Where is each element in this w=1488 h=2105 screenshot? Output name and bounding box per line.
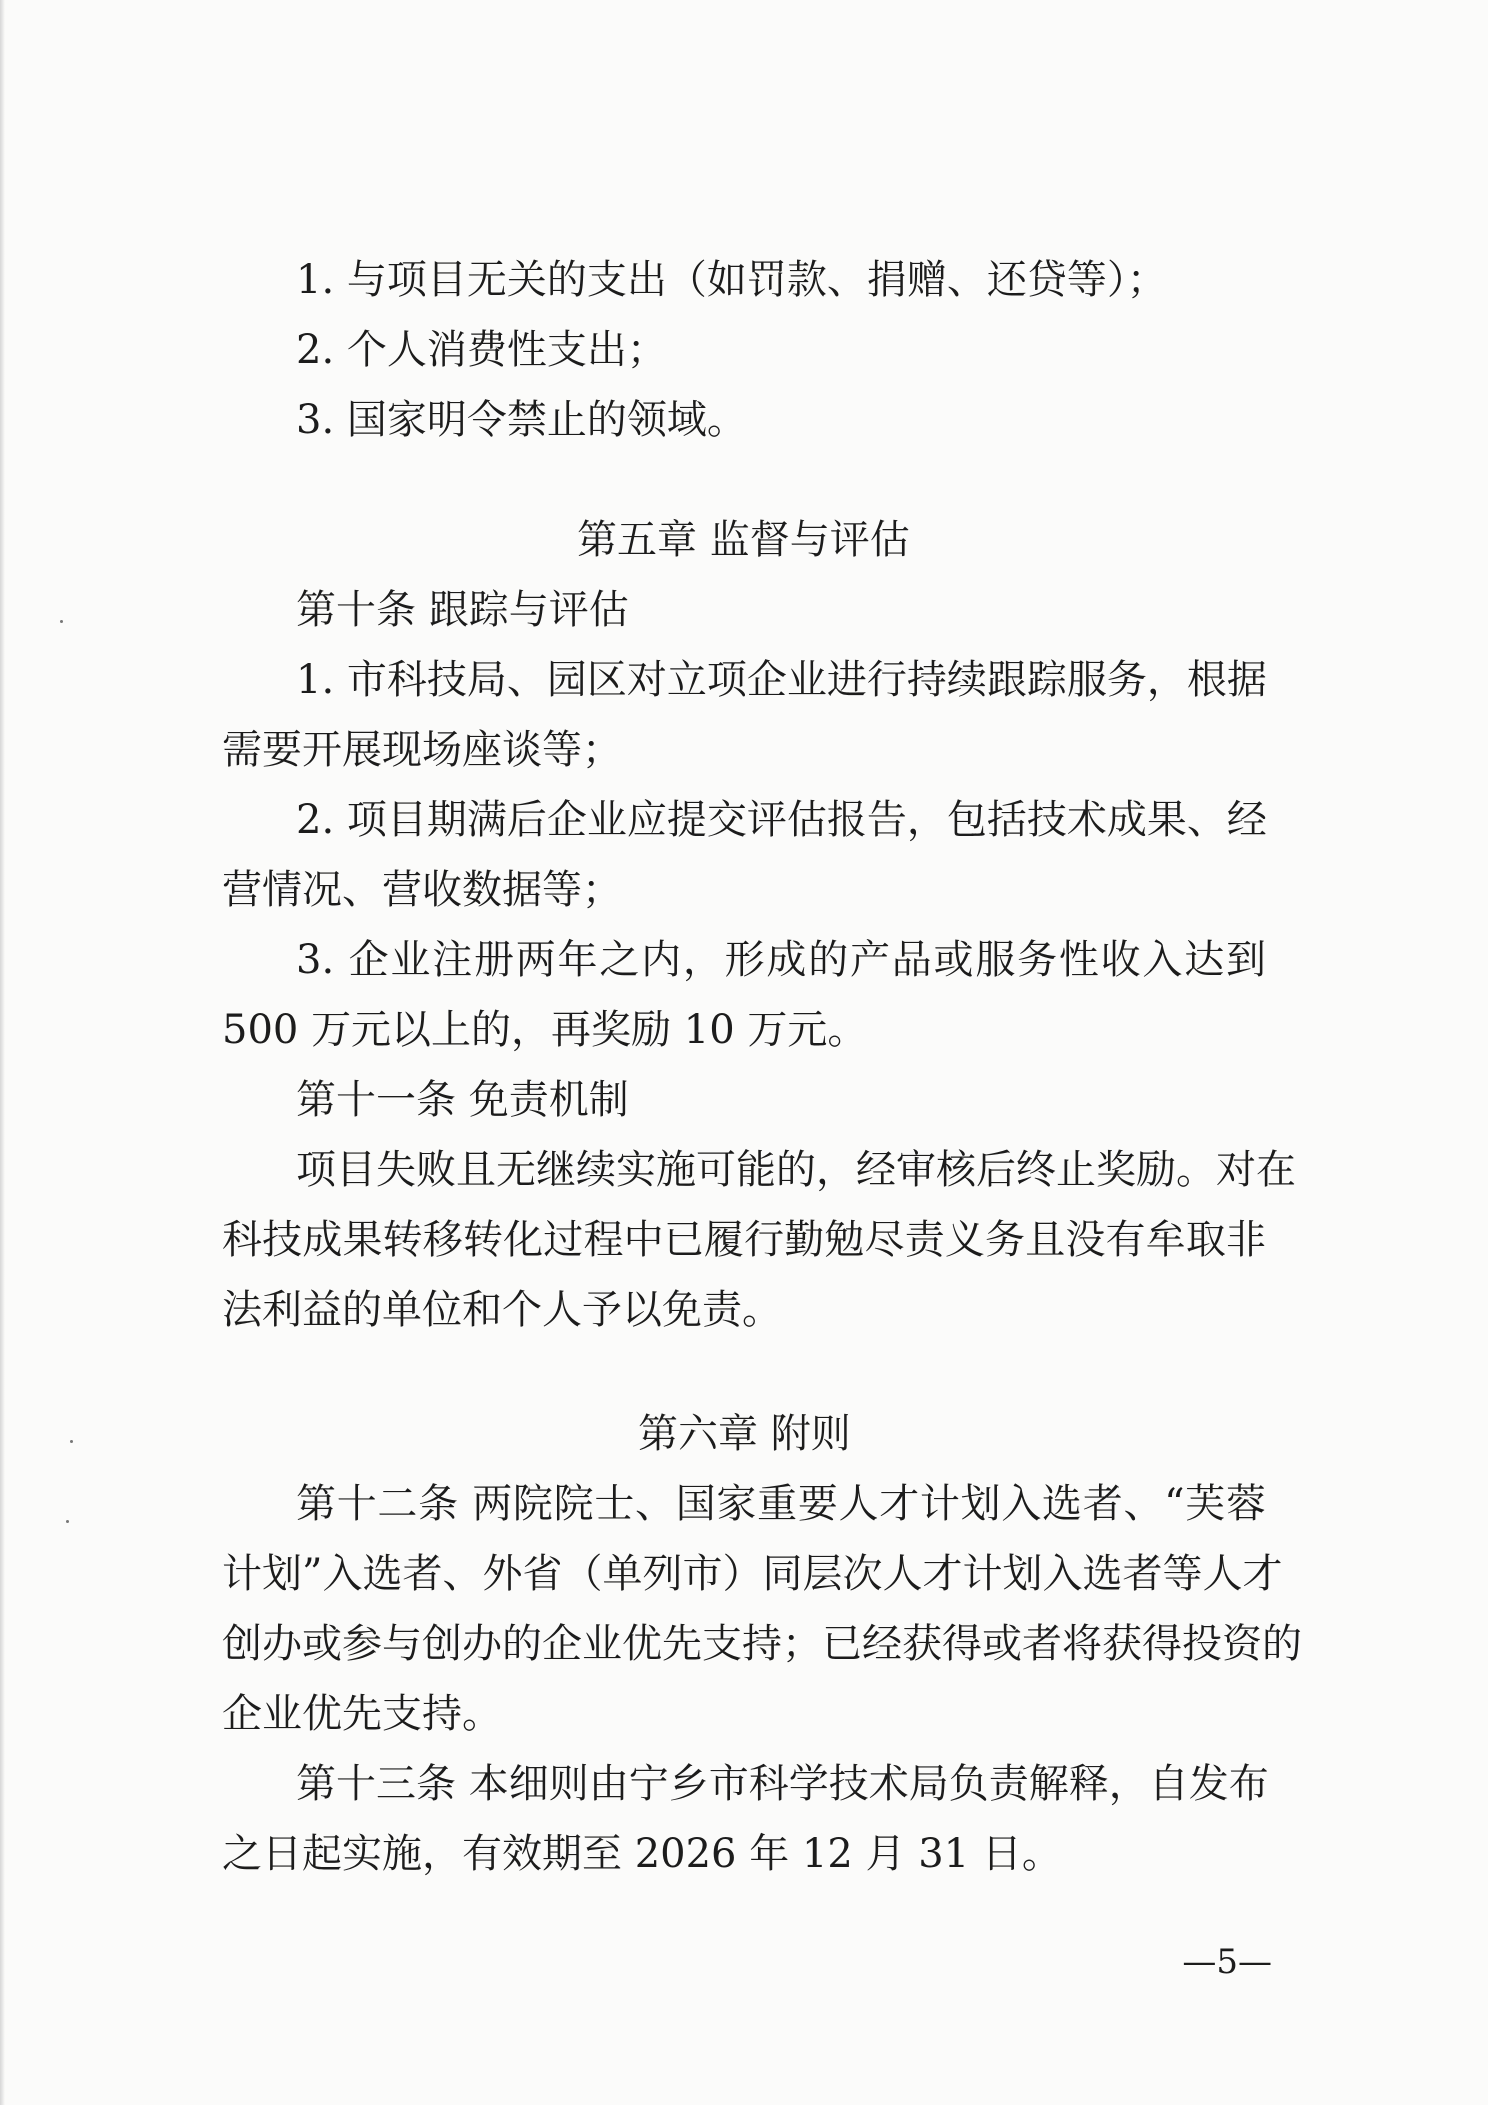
article-10-item-1-line-1: 1. 市科技局、园区对立项企业进行持续跟踪服务，根据 — [296, 657, 1267, 703]
chapter-6-title: 第六章 附则 — [638, 1411, 851, 1457]
article-13-line-2: 之日起实施，有效期至 2026 年 12 月 31 日。 — [222, 1831, 1062, 1877]
article-12-line-1: 第十二条 两院院士、国家重要人才计划入选者、“芙蓉 — [296, 1481, 1266, 1527]
scan-speck — [66, 1520, 69, 1523]
exclusion-item-2: 2. 个人消费性支出； — [296, 327, 667, 373]
article-11-heading: 第十一条 免责机制 — [296, 1077, 629, 1123]
article-10-item-2-line-2: 营情况、营收数据等； — [222, 867, 622, 913]
article-12-line-4: 企业优先支持。 — [222, 1691, 502, 1737]
exclusion-item-1: 1. 与项目无关的支出（如罚款、捐赠、还贷等）； — [296, 257, 1167, 303]
article-10-heading: 第十条 跟踪与评估 — [296, 587, 629, 633]
article-10-item-1-line-2: 需要开展现场座谈等； — [222, 727, 622, 773]
article-11-body-line-1: 项目失败且无继续实施可能的，经审核后终止奖励。对在 — [296, 1147, 1296, 1193]
page-number: —5— — [1182, 1942, 1272, 1982]
article-12-line-3: 创办或参与创办的企业优先支持；已经获得或者将获得投资的 — [222, 1621, 1302, 1667]
article-11-body-line-3: 法利益的单位和个人予以免责。 — [222, 1287, 782, 1333]
chapter-5-title: 第五章 监督与评估 — [577, 517, 910, 563]
scan-edge-shadow — [0, 0, 5, 2105]
article-10-item-2-line-1: 2. 项目期满后企业应提交评估报告，包括技术成果、经 — [296, 797, 1267, 843]
article-10-item-3-line-2: 500 万元以上的，再奖励 10 万元。 — [222, 1007, 868, 1053]
exclusion-item-3: 3. 国家明令禁止的领域。 — [296, 397, 747, 443]
article-12-line-2: 计划”入选者、外省（单列市）同层次人才计划入选者等人才 — [222, 1551, 1283, 1597]
scan-speck — [60, 620, 63, 623]
article-11-body-line-2: 科技成果转移转化过程中已履行勤勉尽责义务且没有牟取非 — [222, 1217, 1266, 1263]
article-13-line-1: 第十三条 本细则由宁乡市科学技术局负责解释，自发布 — [296, 1761, 1269, 1807]
scan-speck — [70, 1440, 73, 1443]
article-10-item-3-line-1: 3. 企业注册两年之内，形成的产品或服务性收入达到 — [296, 937, 1266, 983]
